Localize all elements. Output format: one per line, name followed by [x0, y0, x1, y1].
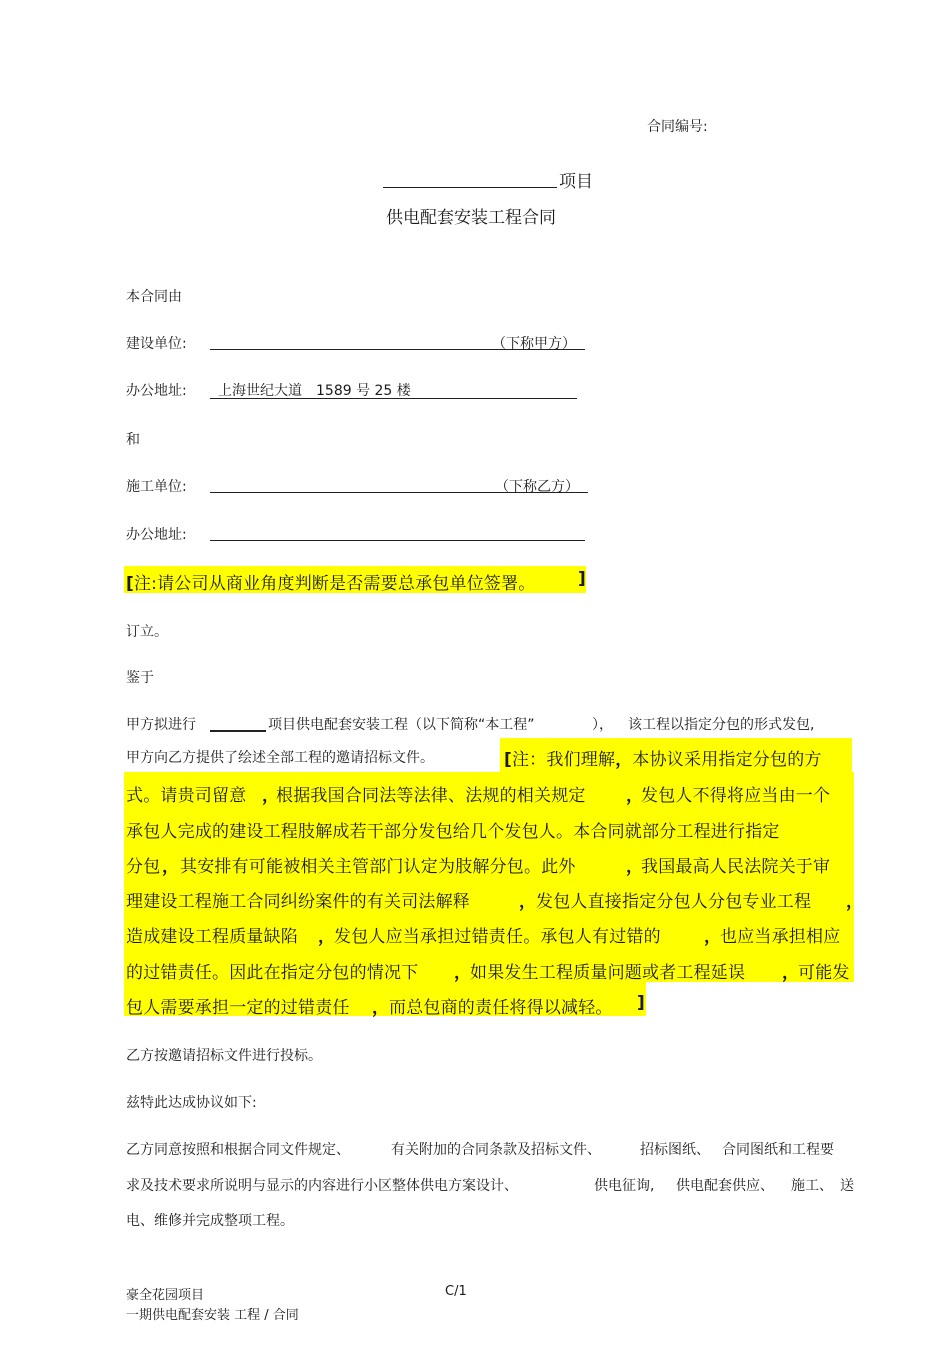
contract-number-label: 合同编号:	[647, 119, 708, 135]
note2-line7-b: ，	[454, 963, 472, 983]
para1-end: 该工程以指定分包的形式发包,	[628, 717, 815, 733]
employer-address-label: 办公地址:	[126, 383, 187, 399]
concluded-text: 订立。	[126, 624, 168, 640]
note2-line4-d: ，	[626, 857, 644, 877]
whereas-text: 鉴于	[126, 670, 154, 686]
contract-title: 供电配套安装工程合同	[386, 208, 556, 228]
note2-line8-c: 而总包商的责任将得以减轻。	[389, 998, 613, 1018]
clause-l2-a: 求及技术要求所说明与显示的内容进行小区整体供电方案设计、	[126, 1178, 518, 1194]
contractor-note: （下称乙方）	[495, 479, 579, 495]
contractor-label: 施工单位:	[126, 479, 187, 495]
para1-start: 甲方拟进行	[126, 717, 196, 733]
agree-text: 兹特此达成协议如下:	[126, 1095, 257, 1111]
footer-project: 豪全花园项目	[126, 1288, 205, 1303]
note2-line7-d: ，	[782, 963, 800, 983]
employer-label: 建设单位:	[126, 336, 187, 352]
note2-line6-c: 发包人应当承担过错责任。承包人有过错的	[334, 927, 661, 947]
project-name-blank	[383, 187, 557, 188]
note2-line7-a: 的过错责任。因此在指定分包的情况下	[126, 963, 419, 983]
clause-l1-a: 乙方同意按照和根据合同文件规定、	[126, 1142, 350, 1158]
bid-text: 乙方按邀请招标文件进行投标。	[126, 1048, 322, 1064]
note2-line5-a: 理建设工程施工合同纠纷案件的有关司法解释	[126, 892, 470, 912]
note2-line8-a: 包人需要承担一定的过错责任	[126, 998, 350, 1018]
note2-line5-b: ，	[519, 892, 537, 912]
clause-l2-c: 供电配套供应、	[676, 1178, 774, 1194]
note2-line5-c: 发包人直接指定分包人分包专业工程	[536, 892, 812, 912]
note2-line4-a: 分包	[126, 857, 161, 877]
note2-line6-e: 也应当承担相应	[720, 927, 841, 947]
para1-line2: 甲方向乙方提供了绘述全部工程的邀请招标文件。	[126, 750, 434, 766]
contractor-address-label: 办公地址:	[126, 527, 187, 543]
note1: [注:请公司从商业角度判断是否需要总承包单位签署。	[126, 574, 536, 594]
para1-project: 项目供电配套安装工程（以下简称“本工程”	[268, 717, 535, 733]
note1-close-bracket: ]	[578, 569, 586, 589]
note2-line2-a: 式。请贵司留意	[126, 786, 247, 806]
note2-line6-b: ，	[318, 927, 336, 947]
clause-l2-b: 供电征询,	[594, 1178, 655, 1194]
note2-line7-c: 如果发生工程质量问题或者工程延误	[470, 963, 746, 983]
note2-line5-d: ，	[846, 892, 864, 912]
note2-line4-e: 我国最高人民法院关于审	[641, 857, 831, 877]
and-text: 和	[126, 432, 140, 448]
note2-line2-d: ，	[626, 786, 644, 806]
project-blank-inline	[210, 730, 266, 732]
note2-line7-e: 可能发	[798, 963, 850, 983]
clause-l1-b: 有关附加的合同条款及招标文件、	[391, 1142, 601, 1158]
note2-line4-b: ，	[162, 857, 180, 877]
note2-line4-c: 其安排有可能被相关主管部门认定为肢解分包。此外	[180, 857, 576, 877]
para1-close-paren: ），	[592, 717, 613, 733]
note2-line6-a: 造成建设工程质量缺陷	[126, 927, 298, 947]
clause-l2-e: 送	[840, 1178, 854, 1194]
note2-line2-b: ，	[262, 786, 280, 806]
contractor-address-blank	[210, 540, 585, 541]
note2-line3: 承包人完成的建设工程肢解成若干部分发包给几个发包人。本合同就部分工程进行指定	[126, 822, 780, 842]
intro-text: 本合同由	[126, 289, 182, 305]
note2-line1: [注：我们理解，本协议采用指定分包的方	[504, 750, 822, 770]
note2-line2-c: 根据我国合同法等法律、法规的相关规定	[276, 786, 586, 806]
note2-line8-b: ，	[372, 998, 390, 1018]
clause-l1-d: 合同图纸和工程要	[722, 1142, 834, 1158]
clause-l1-c: 招标图纸、	[640, 1142, 710, 1158]
clause-l2-d: 施工、	[791, 1178, 833, 1194]
title-project-suffix: 项目	[559, 172, 593, 192]
employer-note: （下称甲方）	[492, 336, 576, 352]
note2-line8-d: ]	[637, 993, 645, 1013]
footer-document: 一期供电配套安装 工程 / 合同	[126, 1308, 299, 1323]
page-number: C/1	[445, 1284, 467, 1299]
note2-line6-d: ，	[704, 927, 722, 947]
clause-l3: 电、维修并完成整项工程。	[126, 1213, 294, 1229]
employer-address-value: 上海世纪大道 1589 号 25 楼	[218, 383, 411, 399]
note2-line2-e: 发包人不得将应当由一个	[641, 786, 831, 806]
